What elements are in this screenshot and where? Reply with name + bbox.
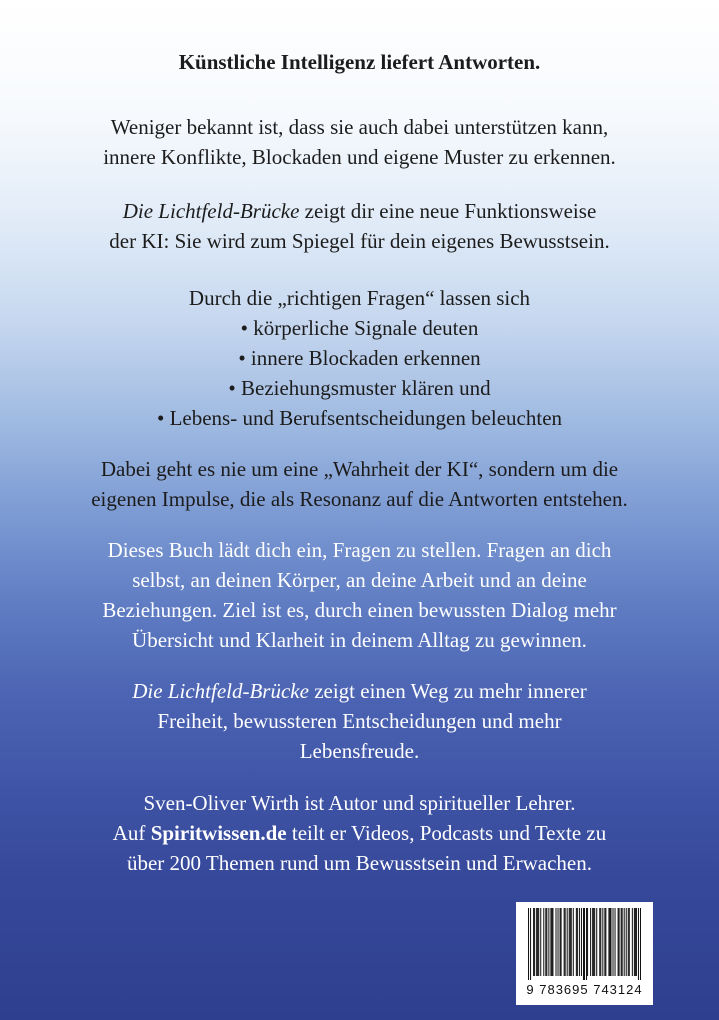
author-line-2 — [40, 818, 679, 848]
website-link[interactable]: Spiritwissen.de — [150, 821, 287, 845]
book-title-italic: Die Lichtfeld-Brücke — [132, 679, 309, 703]
author-line-2-post: teilt er Videos, Podcasts und Texte zu — [286, 821, 607, 845]
book-line-1: Dieses Buch lädt dich ein, Fragen zu stellen. Fragen an dich — [107, 538, 612, 562]
book-paragraph — [40, 535, 679, 655]
path-paragraph — [40, 676, 679, 766]
author-line-3: über 200 Themen rund um Bewusstsein und Erwachen. — [126, 851, 592, 875]
truth-line-2: eigenen Impulse, die als Resonanz auf die Antworten entstehen. — [91, 487, 628, 511]
path-line-1 — [40, 676, 679, 706]
path-line-1-rest: zeigt einen Weg zu mehr innerer — [308, 679, 587, 703]
book-title-italic: Die Lichtfeld-Brücke — [122, 199, 300, 223]
lichtfeld-line-2: der KI: Sie wird zum Spiegel für dein eigenes Bewusstsein. — [109, 229, 610, 253]
bullet-item: • innere Blockaden erkennen — [238, 346, 481, 370]
barcode-bars — [528, 908, 641, 980]
heading-text: Künstliche Intelligenz liefert Antworten. — [178, 50, 541, 74]
questions-intro: Durch die „richtigen Fragen“ lassen sich — [188, 286, 531, 310]
intro-line-2: innere Konflikte, Blockaden und eigene Muster zu erkennen. — [103, 145, 616, 169]
questions-paragraph — [40, 283, 679, 433]
book-line-3: Beziehungen. Ziel ist es, durch einen bewussten Dialog mehr — [102, 598, 617, 622]
path-line-2: Freiheit, bewussteren Entscheidungen und mehr — [157, 709, 562, 733]
author-paragraph — [40, 788, 679, 878]
lichtfeld-paragraph — [40, 196, 679, 256]
truth-paragraph — [40, 454, 679, 514]
intro-line-1: Weniger bekannt ist, dass sie auch dabei unterstützen kann, — [110, 115, 609, 139]
lichtfeld-line-1 — [40, 196, 679, 226]
author-line-2-pre: Auf — [112, 821, 151, 845]
path-line-3: Lebensfreude. — [299, 739, 420, 763]
author-line-1: Sven-Oliver Wirth ist Autor und spiritueller Lehrer. — [143, 791, 576, 815]
bullet-item: • körperliche Signale deuten — [240, 316, 479, 340]
isbn-barcode — [516, 902, 653, 1005]
book-line-2: selbst, an deinen Körper, an deine Arbeit und an deine — [132, 568, 587, 592]
barcode-digits: 9 783695 743124 — [526, 982, 643, 997]
bullet-item: • Beziehungsmuster klären und — [228, 376, 491, 400]
bullet-item: • Lebens- und Berufsentscheidungen beleuchten — [156, 406, 563, 430]
cover-heading — [40, 47, 679, 77]
lichtfeld-line-1-rest: zeigt dir eine neue Funktionsweise — [299, 199, 597, 223]
book-line-4: Übersicht und Klarheit in deinem Alltag zu gewinnen. — [132, 628, 587, 652]
truth-line-1: Dabei geht es nie um eine „Wahrheit der KI“, sondern um die — [100, 457, 619, 481]
intro-paragraph — [40, 112, 679, 172]
